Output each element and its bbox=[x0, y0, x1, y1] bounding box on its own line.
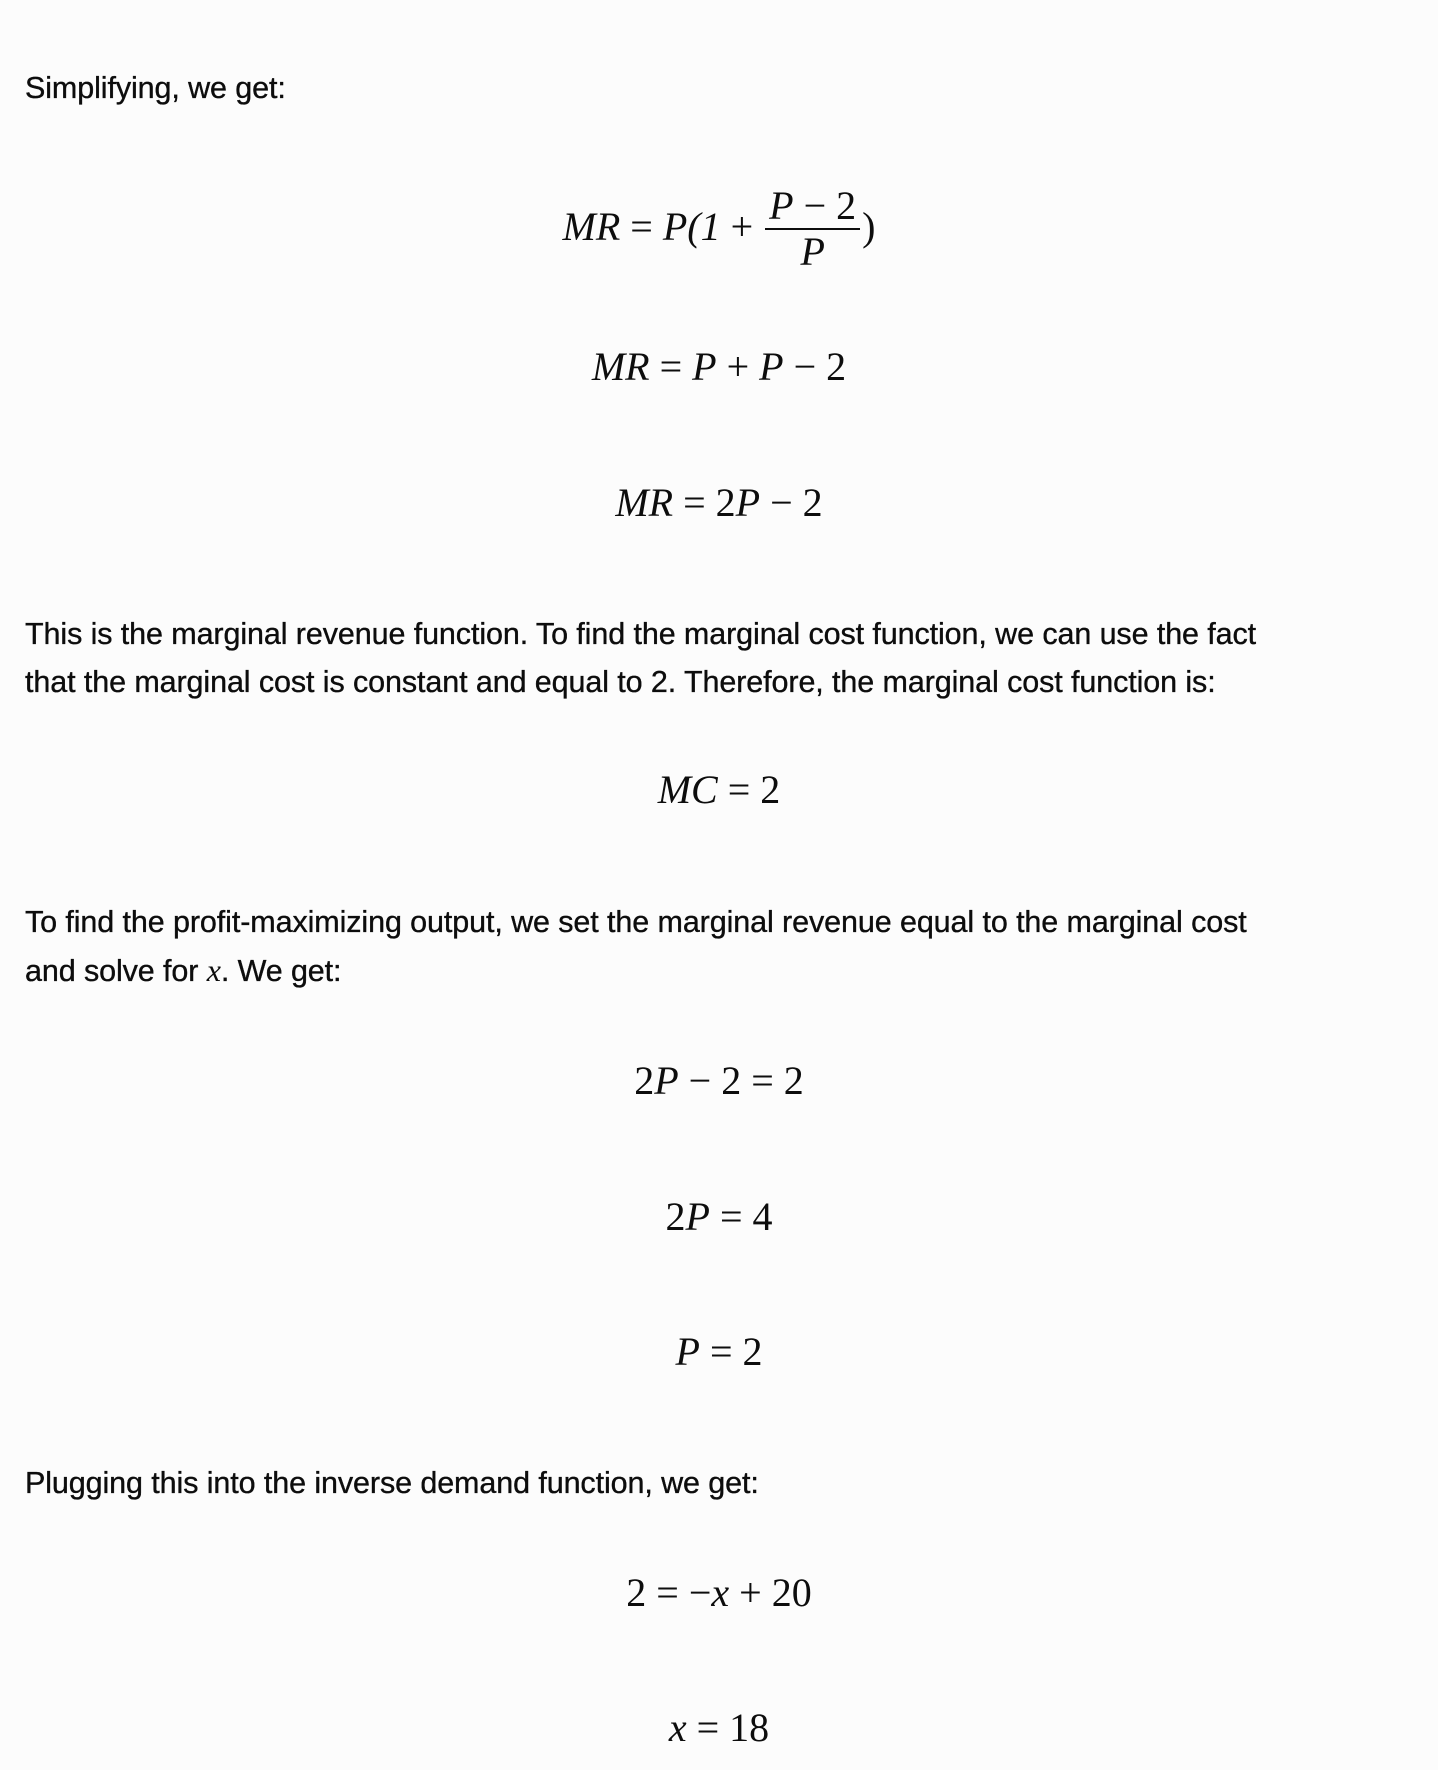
math-var: x bbox=[668, 1705, 687, 1750]
math-var: P bbox=[692, 344, 717, 389]
math-const: 2 bbox=[626, 1570, 647, 1615]
math-op: − bbox=[688, 1570, 712, 1615]
paragraph-line: Plugging this into the inverse demand function, we get: bbox=[25, 1466, 759, 1500]
equation-mr-simplified bbox=[0, 479, 1438, 527]
math-op: − bbox=[803, 183, 827, 228]
math-var: P bbox=[735, 480, 761, 525]
text-span: and solve for bbox=[25, 954, 207, 988]
equation-mr-sum bbox=[0, 343, 1438, 391]
text-profit-maximizing bbox=[25, 898, 1420, 995]
math-op: = bbox=[683, 480, 706, 525]
text-simplifying bbox=[25, 64, 1420, 112]
paragraph-line bbox=[25, 946, 1420, 995]
math-var: x bbox=[711, 1570, 730, 1615]
math-op: = bbox=[719, 1194, 743, 1239]
equation-x-equals-18 bbox=[0, 1704, 1438, 1752]
math-op: − bbox=[770, 480, 793, 525]
math-const: 2 bbox=[715, 480, 736, 525]
math-const: 2 bbox=[836, 183, 857, 228]
math-fraction bbox=[765, 184, 860, 274]
math-var: P bbox=[769, 183, 794, 228]
equation-2p-equals-4 bbox=[0, 1193, 1438, 1241]
math-var: MC bbox=[657, 767, 718, 812]
math-paren: ) bbox=[862, 203, 876, 249]
math-op: = bbox=[656, 1570, 679, 1615]
text-span: . We get: bbox=[220, 954, 342, 988]
equation-mc bbox=[0, 766, 1438, 814]
math-const: 2 bbox=[826, 344, 847, 389]
equation-inverse-demand bbox=[0, 1569, 1438, 1617]
math-const: 2 bbox=[783, 1058, 804, 1103]
math-const: 18 bbox=[729, 1705, 770, 1750]
text-marginal-revenue-explanation bbox=[25, 610, 1420, 706]
math-var: MR bbox=[615, 480, 674, 525]
math-op: = bbox=[630, 203, 653, 249]
math-var: P bbox=[675, 1329, 700, 1374]
math-var: P bbox=[654, 1058, 679, 1103]
math-op: = bbox=[696, 1705, 720, 1750]
math-const: 2 bbox=[742, 1329, 763, 1374]
math-const: 2 bbox=[634, 1058, 655, 1103]
math-op: = bbox=[751, 1058, 774, 1103]
paragraph-line: To find the profit-maximizing output, we set the marginal revenue equal to the marginal cost bbox=[25, 905, 1247, 939]
math-op: = bbox=[659, 344, 683, 389]
paragraph-line: This is the marginal revenue function. To find the marginal cost function, we can use the fact bbox=[25, 617, 1257, 651]
math-const: 4 bbox=[752, 1194, 773, 1239]
text-plugging-inverse-demand bbox=[25, 1459, 1420, 1507]
math-const: 2 bbox=[760, 767, 781, 812]
math-var-inline: x bbox=[206, 952, 221, 988]
math-var: MR bbox=[562, 203, 621, 249]
math-op: = bbox=[727, 767, 751, 812]
math-const: 2 bbox=[802, 480, 823, 525]
paragraph-line: Simplifying, we get: bbox=[25, 71, 286, 105]
math-const: 2 bbox=[721, 1058, 742, 1103]
paragraph-line: that the marginal cost is constant and equal to 2. Therefore, the marginal cost function is: bbox=[25, 665, 1216, 699]
math-op: + bbox=[739, 1570, 762, 1615]
fraction-numerator bbox=[765, 184, 860, 228]
math-op: = bbox=[709, 1329, 733, 1374]
equation-mr-fraction bbox=[0, 183, 1438, 276]
math-var: MR bbox=[591, 344, 650, 389]
fraction-denominator: P bbox=[800, 228, 825, 274]
math-op: − bbox=[793, 344, 817, 389]
math-op: − bbox=[688, 1058, 712, 1103]
math-const: 20 bbox=[771, 1570, 812, 1615]
math-var: P bbox=[685, 1194, 710, 1239]
math-var: P bbox=[759, 344, 784, 389]
math-op: + bbox=[726, 344, 750, 389]
math-const: 2 bbox=[665, 1194, 686, 1239]
equation-mr-equals-mc bbox=[0, 1057, 1438, 1105]
math-expr: P(1 bbox=[662, 203, 721, 249]
math-op: + bbox=[730, 203, 754, 249]
equation-p-equals-2 bbox=[0, 1328, 1438, 1376]
